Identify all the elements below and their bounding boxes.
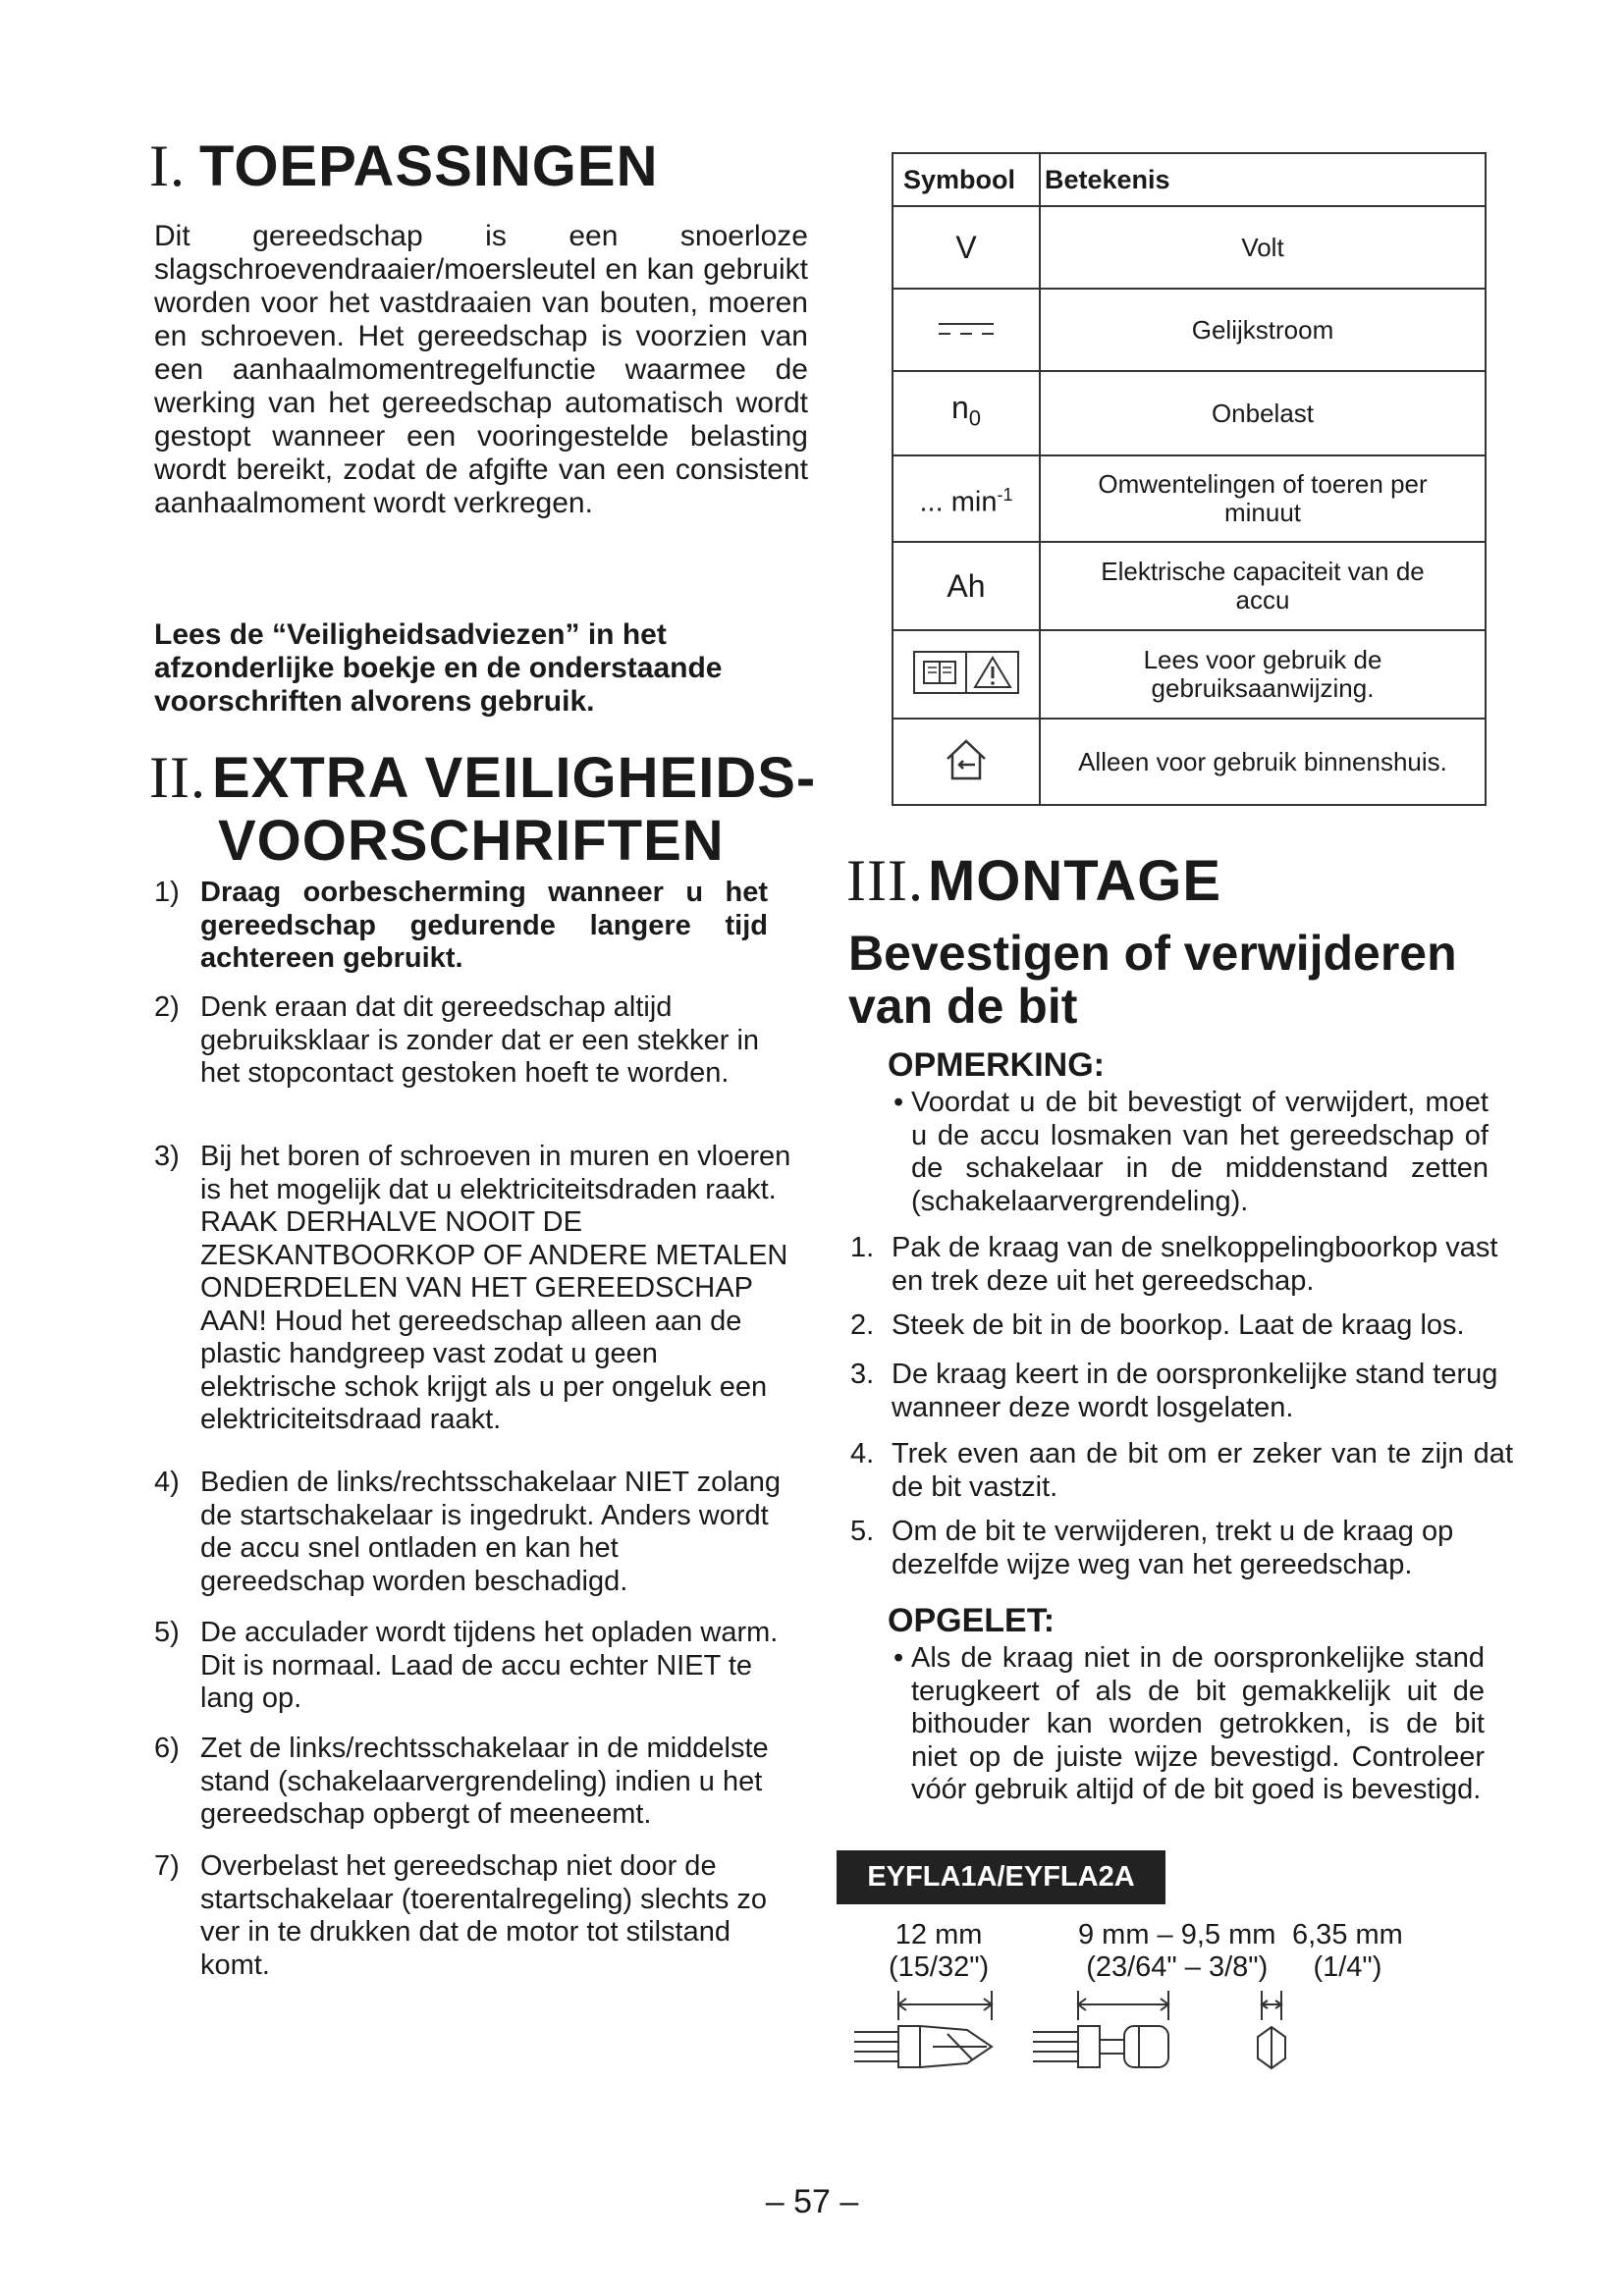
table-row xyxy=(893,719,1486,805)
symbol-no-load: $n_0$ xyxy=(893,371,1040,455)
section-2-heading: II. EXTRA VEILIGHEIDS- VOORSCHRIFTEN xyxy=(149,745,817,873)
direct-current-icon xyxy=(893,289,1040,371)
montage-subheading: Bevestigen of verwijderen van de bit xyxy=(848,926,1457,1034)
section-1-body: Dit gereedschap is een snoerloze slagschroevendraaier/moersleutel en kan gebruikt worden voor het vastdraaien van bouten, moeren en schroeven. Het gereedschap is voorzien van een aanhaalmomentregelfunctie waarmee de werking van het gereedschap automatisch wordt gestopt wanneer een vooringestelde belasting wordt bereikt, zodat de afgifte van een consistent aanhaalmoment wordt verkregen. xyxy=(154,220,808,519)
bit-size-3: 6,35 mm (1/4") xyxy=(1292,1919,1403,1983)
table-row xyxy=(893,455,1486,542)
montage-step-4: 4. Trek even aan de bit om er zeker van te zijn dat de bit vastzit. xyxy=(850,1438,1513,1503)
meaning-cell: Onbelast xyxy=(1040,371,1486,455)
symbol-volt: V xyxy=(893,206,1040,289)
table-row xyxy=(893,371,1486,455)
safety-item-4: 4) Bedien de links/rechtsschakelaar NIET zolang de startschakelaar is ingedrukt. Anders wordt de accu snel ontladen en kan het gereedschap worden beschadigd. xyxy=(154,1467,782,1597)
meaning-column-header: Betekenis xyxy=(1040,153,1486,206)
table-row xyxy=(893,206,1486,289)
symbol-per-minute: ... $\min^{-1}$ xyxy=(893,455,1040,542)
table-row xyxy=(893,289,1486,371)
montage-step-2: 2. Steek de bit in de boorkop. Laat de kraag los. xyxy=(850,1309,1465,1341)
table-row xyxy=(893,630,1486,719)
indoor-use-icon xyxy=(893,719,1040,805)
caution-text: Als de kraag niet in de oorspronkelijke stand terugkeert of als de bit gemakkelijk uit de bithouder kan worden getrokken, is de bit niet op de juiste wijze bevestigd. Controleer vóór gebruik altijd of de bit goed is bevestigd. xyxy=(911,1642,1485,1805)
section-3-heading: III.MONTAGE xyxy=(846,848,1222,913)
meaning-cell: Omwentelingen of toeren per minuut xyxy=(1040,455,1486,542)
table-row xyxy=(893,542,1486,630)
safety-item-5: 5) De acculader wordt tijdens het opladen warm. Dit is normaal. Laad de accu echter NIET te lang op. xyxy=(154,1617,779,1714)
page-number: – 57 – xyxy=(765,2183,859,2220)
symbol-column-header: Symbool xyxy=(893,153,1040,206)
caution-heading: OPGELET: xyxy=(888,1602,1056,1639)
safety-item-1: 1) Draag oorbescherming wanneer u het gereedschap gedurende langere tijd achtereen gebruikt. xyxy=(154,877,768,974)
note-text: Voordat u de bit bevestigt of verwijdert, moet u de accu losmaken van het gereedschap of de schakelaar in de middenstand zetten (schakelaarvergrendeling). xyxy=(911,1087,1489,1217)
safety-item-7: 7) Overbelast het gereedschap niet door de startschakelaar (toerentalregeling) slechts zo ver in te drukken dat de motor tot stilstand komt. xyxy=(154,1850,768,1981)
note-bullet: • xyxy=(893,1087,904,1118)
symbol-table-header xyxy=(893,153,1486,206)
meaning-cell: Gelijkstroom xyxy=(1040,289,1486,371)
caution-bullet: • xyxy=(893,1642,904,1674)
model-badge: EYFLA1A/EYFLA2A xyxy=(837,1850,1165,1904)
section-1-warning: Lees de “Veiligheidsadviezen” in het afzonderlijke boekje en de onderstaande voorschriften alvorens gebruik. xyxy=(154,618,723,718)
meaning-cell: Lees voor gebruik de gebruiksaanwijzing. xyxy=(1040,630,1486,719)
phillips-bit-icon xyxy=(854,1991,992,2067)
montage-step-3: 3. De kraag keert in de oorspronkelijke stand terug wanneer deze wordt losgelaten. xyxy=(850,1359,1498,1423)
symbol-table xyxy=(892,152,1487,806)
safety-item-6: 6) Zet de links/rechtsschakelaar in de middelste stand (schakelaarvergrendeling) indien u het gereedschap opbergt of meeneemt. xyxy=(154,1733,769,1830)
section-1-heading: I. TOEPASSINGEN xyxy=(149,133,659,198)
symbol-ampere-hour: Ah xyxy=(893,542,1040,630)
slotted-bit-icon xyxy=(1033,1991,1168,2067)
meaning-cell: Elektrische capaciteit van de accu xyxy=(1040,542,1486,630)
bit-size-2: 9 mm – 9,5 mm (23/64" – 3/8") xyxy=(1078,1919,1276,1983)
montage-step-5: 5. Om de bit te verwijderen, trekt u de kraag op dezelfde wijze weg van het gereedschap. xyxy=(850,1516,1454,1580)
bit-size-1: 12 mm (15/32") xyxy=(889,1919,990,1983)
safety-item-3: 3) Bij het boren of schroeven in muren en vloeren is het mogelijk dat u elektriciteitsdraden raakt. RAAK DERHALVE NOOIT DE ZESKANTBOORKOP OF ANDERE METALEN ONDERDELEN VAN HET GEREEDSCHAP AAN! Houd het gereedschap alleen aan de plastic handgreep vast zodat u geen elektrische schok krijgt als u per ongeluk een elektriciteitsdraad raakt. xyxy=(154,1141,791,1435)
bit-illustration xyxy=(844,1983,1394,2091)
meaning-cell: Alleen voor gebruik binnenshuis. xyxy=(1040,719,1486,805)
meaning-cell: Volt xyxy=(1040,206,1486,289)
note-heading: OPMERKING: xyxy=(888,1046,1105,1084)
montage-step-1: 1. Pak de kraag van de snelkoppelingboorkop vast en trek deze uit het gereedschap. xyxy=(850,1232,1498,1297)
safety-item-2: 2) Denk eraan dat dit gereedschap altijd gebruiksklaar is zonder dat er een stekker in het stopcontact gestoken hoeft te worden. xyxy=(154,991,760,1089)
hex-bit-icon xyxy=(1258,1991,1285,2068)
read-manual-warning-icon xyxy=(893,630,1040,719)
